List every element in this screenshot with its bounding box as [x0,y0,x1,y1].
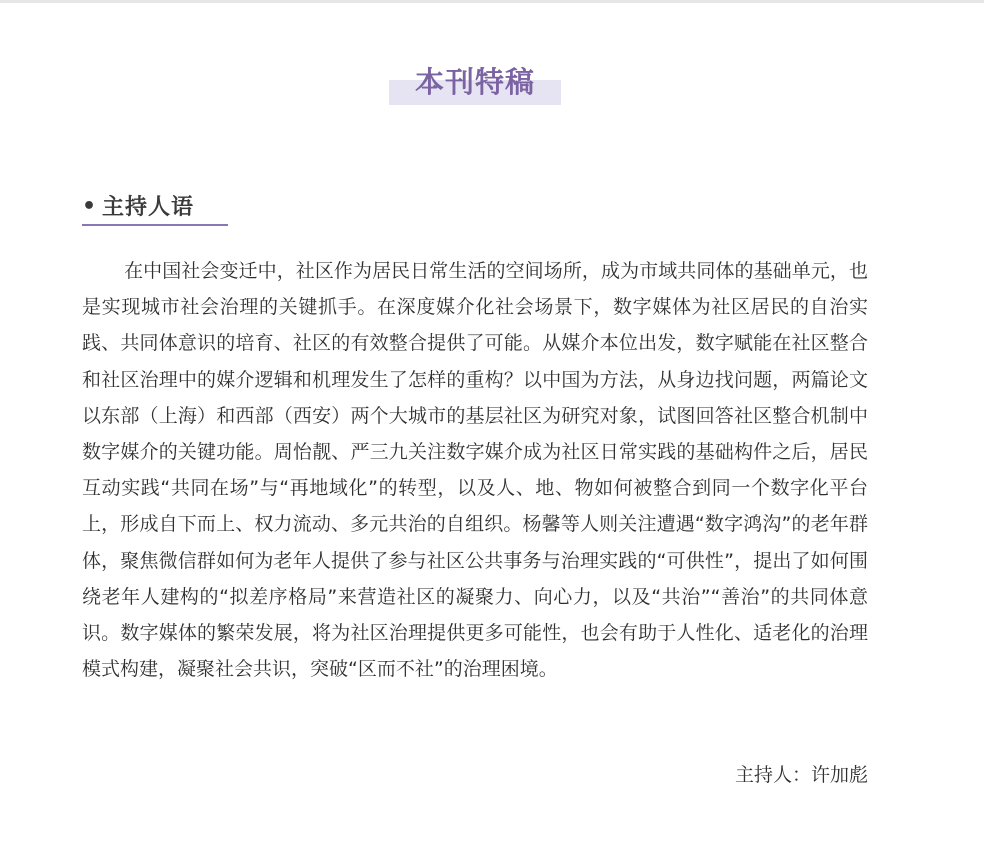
host-signature: 主持人：许加彪 [734,764,868,786]
bullet-icon: • [82,194,97,219]
column-title: 本刊特稿 [414,65,535,99]
top-rule [0,0,984,3]
body-paragraph [82,253,868,687]
section-heading [82,188,228,228]
column-header [389,60,561,106]
section-underline [82,224,228,226]
section-title: 主持人语 [102,195,195,220]
body-text: 在中国社会变迁中，社区作为居民日常生活的空间场所，成为市域共同体的基础单元，也是实现城市社会治理的关键抓手。在深度媒介化社会场景下，数字媒体为社区居民的自治实践、共同体意识的培育、社区的有效整合提供了可能。从媒介本位出发，数字赋能在社区整合和社区治理中的媒介逻辑和机理发生了怎样的重构？以中国为方法，从身边找问题，两篇论文以东部（上海）和西部（西安）两个大城市的基层社区为研究对象，试图回答社区整合机制中数字媒介的关键功能。周怡靓、严三九关注数字媒介成为社区日常实践的基础构件之后，居民互动实践“共同在场”与“再地域化”的转型，以及人、地、物如何被整合到同一个数字化平台上，形成自下而上、权力流动、多元共治的自组织。杨馨等人则关注遭遇“数字鸿沟”的老年群体，聚焦微信群如何为老年人提供了参与社区公共事务与治理实践的“可供性”，提出了如何围绕老年人建构的“拟差序格局”来营造社区的凝聚力、向心力，以及“共治”“善治”的共同体意识。数字媒体的繁荣发展，将为社区治理提供更多可能性，也会有助于人性化、适老化的治理模式构建，凝聚社会共识，突破“区而不社”的治理困境。 [82,260,868,681]
